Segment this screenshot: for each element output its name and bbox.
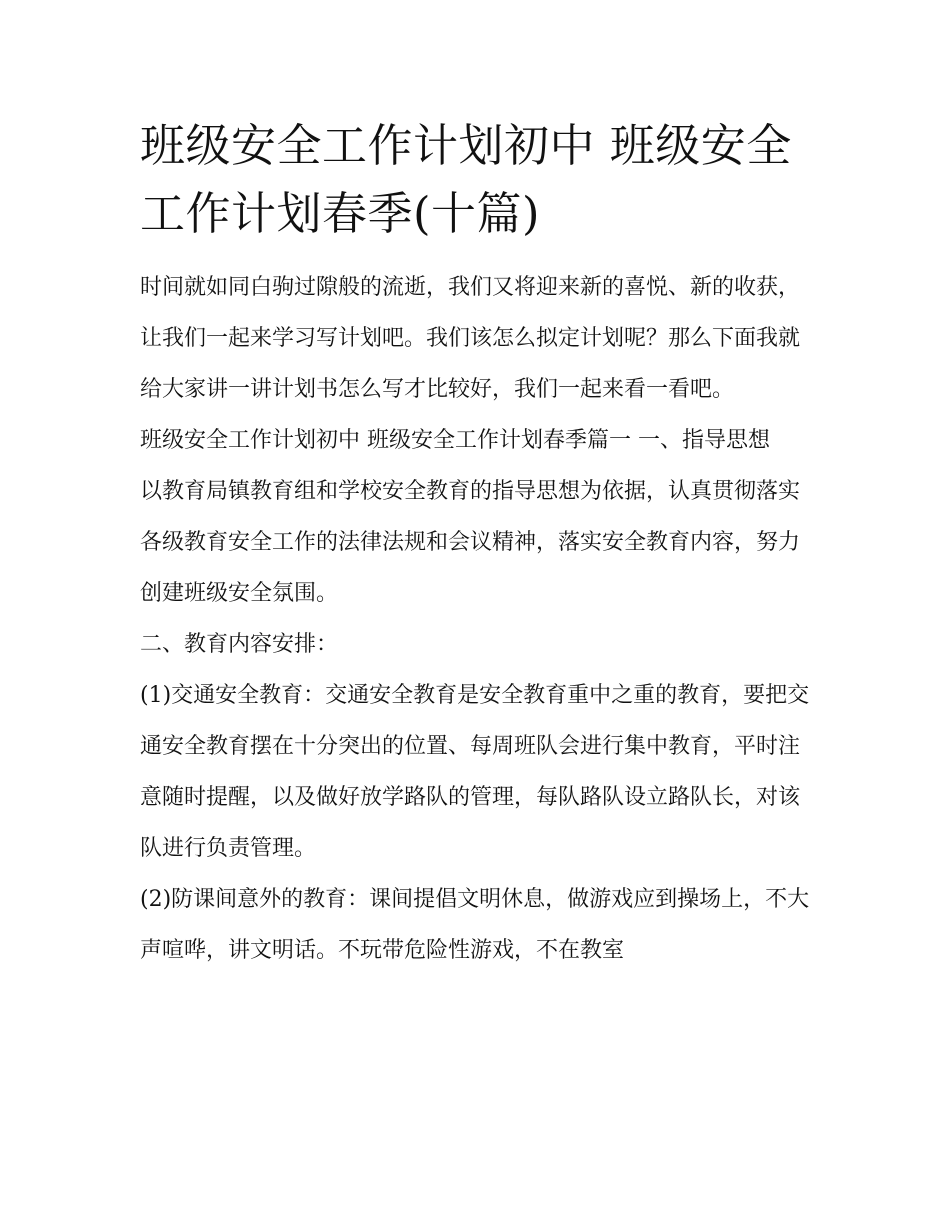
paragraph-recess-safety: (2)防课间意外的教育：课间提倡文明休息，做游戏应到操场上，不大声喧哗，讲文明话。不玩带危险性游戏，不在教室 [140,887,810,963]
paragraph-guiding-thought: 以教育局镇教育组和学校安全教育的指导思想为依据，认真贯彻落实各级教育安全工作的法律法规和会议精神，落实安全教育内容，努力创建班级安全氛围。 [140,479,801,606]
document-body [140,112,820,976]
paragraph-traffic-safety: (1)交通安全教育：交通安全教育是安全教育重中之重的教育，要把交通安全教育摆在十分突出的位置、每周班队会进行集中教育，平时注意随时提醒，以及做好放学路队的管理，每队路队设立路队长，对该队进行负责管理。 [140,683,810,861]
paragraph-intro: 时间就如同白驹过隙般的流逝，我们又将迎来新的喜悦、新的收获，让我们一起来学习写计划吧。我们该怎么拟定计划呢？那么下面我就给大家讲一讲计划书怎么写才比较好，我们一起来看一看吧。 [140,275,801,402]
paragraph-section-heading: 班级安全工作计划初中 班级安全工作计划春季篇一 一、指导思想 [140,428,770,453]
paragraph-content-heading: 二、教育内容安排： [140,632,339,657]
document-title: 班级安全工作计划初中 班级安全工作计划春季(十篇) [140,119,792,240]
